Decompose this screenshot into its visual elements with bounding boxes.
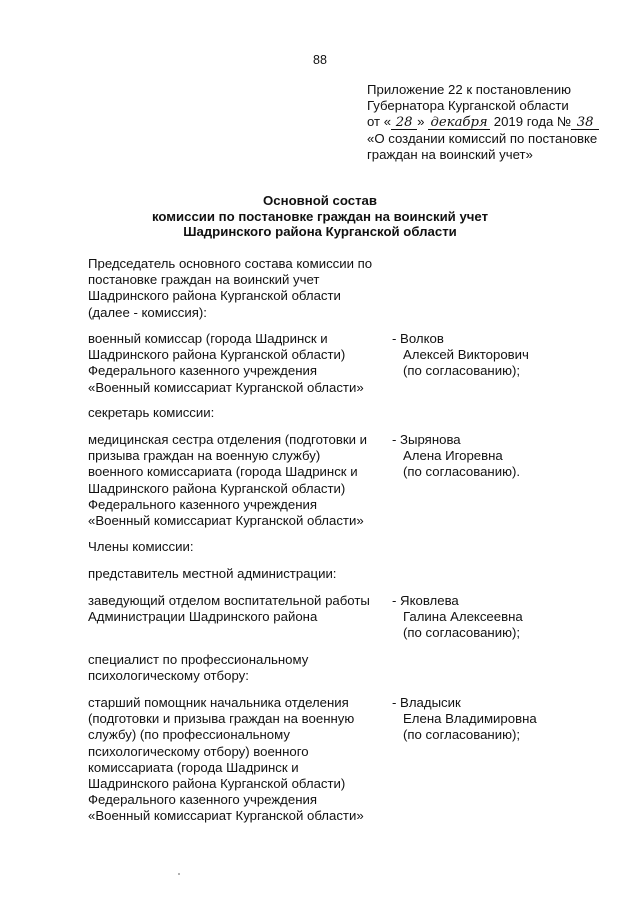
name-line: - Яковлева — [392, 593, 459, 608]
name-line: (по согласованию); — [403, 727, 521, 743]
text-line: медицинская сестра отделения (подготовки и — [88, 432, 368, 447]
name-line: - Владысик — [392, 695, 461, 710]
text-line: старший помощник начальника отделения — [88, 695, 349, 710]
title-line-1: Основной состав — [263, 193, 377, 208]
text-line: Федерального казенного учреждения — [88, 363, 317, 379]
text-line: службу) (по профессиональному — [88, 727, 290, 743]
name-line: Алексей Викторович — [403, 347, 529, 363]
handwritten-month: декабря — [428, 116, 490, 130]
name-line: Алена Игоревна — [403, 448, 503, 464]
text-line: психологическому отбору) военного — [88, 743, 309, 759]
text-line: специалист по профессиональному — [88, 652, 309, 667]
text-line: военного комиссариата (города Шадринск и — [88, 464, 358, 480]
text-line: Председатель основного состава комиссии по — [88, 256, 373, 271]
name-line: Елена Владимировна — [403, 711, 537, 727]
chair-name — [392, 331, 632, 380]
text-line: постановке граждан на воинский учет — [88, 272, 320, 288]
text-line: (далее - комиссия): — [88, 304, 207, 320]
title-line-3: Шадринского района Курганской области — [183, 224, 457, 239]
psych-heading — [88, 652, 388, 684]
secretary-name — [392, 432, 632, 481]
text-line: «Военный комиссариат Курганской области» — [88, 808, 364, 824]
text-line: Администрации Шадринского района — [88, 609, 318, 625]
member-2-name — [392, 695, 632, 744]
appendix-line-5: граждан на воинский учет» — [367, 146, 533, 162]
title-line-2: комиссии по постановке граждан на воинский учет — [151, 208, 489, 224]
page-number: 88 — [313, 53, 327, 67]
date-mid: » — [417, 114, 429, 130]
handwritten-day: 28 — [391, 116, 417, 130]
appendix-line-3 — [367, 114, 637, 130]
text-line: военный комиссар (города Шадринск и — [88, 331, 328, 346]
text-line: заведующий отделом воспитательной работы — [88, 593, 370, 608]
appendix-header — [367, 82, 637, 163]
chair-heading — [88, 256, 388, 321]
members-heading: Члены комиссии: — [88, 539, 194, 554]
name-line: (по согласованию). — [403, 464, 521, 480]
member-1-position — [88, 593, 388, 625]
scan-speck — [178, 873, 180, 875]
name-line: - Волков — [392, 331, 444, 346]
text-line: Шадринского района Курганской области) — [88, 347, 346, 363]
name-line: (по согласованию); — [403, 625, 521, 641]
text-line: «Военный комиссариат Курганской области» — [88, 379, 364, 395]
appendix-line-1: Приложение 22 к постановлению — [367, 82, 571, 97]
text-line: Шадринского района Курганской области — [88, 288, 341, 304]
name-line: (по согласованию); — [403, 363, 521, 379]
chair-position — [88, 331, 388, 396]
text-line: Федерального казенного учреждения — [88, 496, 317, 512]
local-admin-heading: представитель местной администрации: — [88, 566, 337, 581]
text-line: «Военный комиссариат Курганской области» — [88, 513, 364, 529]
text-line: Шадринского района Курганской области) — [88, 776, 346, 792]
text-line: (подготовки и призыва граждан на военную — [88, 711, 355, 727]
member-1-name — [392, 593, 632, 642]
text-line: призыва граждан на военную службу) — [88, 448, 321, 464]
date-year: 2019 года № — [490, 114, 572, 130]
name-line: - Зырянова — [392, 432, 461, 447]
text-line: психологическому отбору: — [88, 668, 249, 684]
text-line: Шадринского района Курганской области) — [88, 480, 346, 496]
text-line: Федерального казенного учреждения — [88, 792, 317, 808]
handwritten-number: 38 — [571, 116, 599, 130]
text-line: комиссариата (города Шадринск и — [88, 759, 299, 775]
document-title — [0, 193, 640, 240]
member-2-position — [88, 695, 388, 825]
secretary-position — [88, 432, 388, 529]
date-prefix: от « — [367, 114, 392, 130]
secretary-heading: секретарь комиссии: — [88, 405, 215, 420]
name-line: Галина Алексеевна — [403, 609, 523, 625]
appendix-line-4: «О создании комиссий по постановке — [367, 130, 598, 146]
appendix-line-2: Губернатора Курганской области — [367, 98, 569, 114]
